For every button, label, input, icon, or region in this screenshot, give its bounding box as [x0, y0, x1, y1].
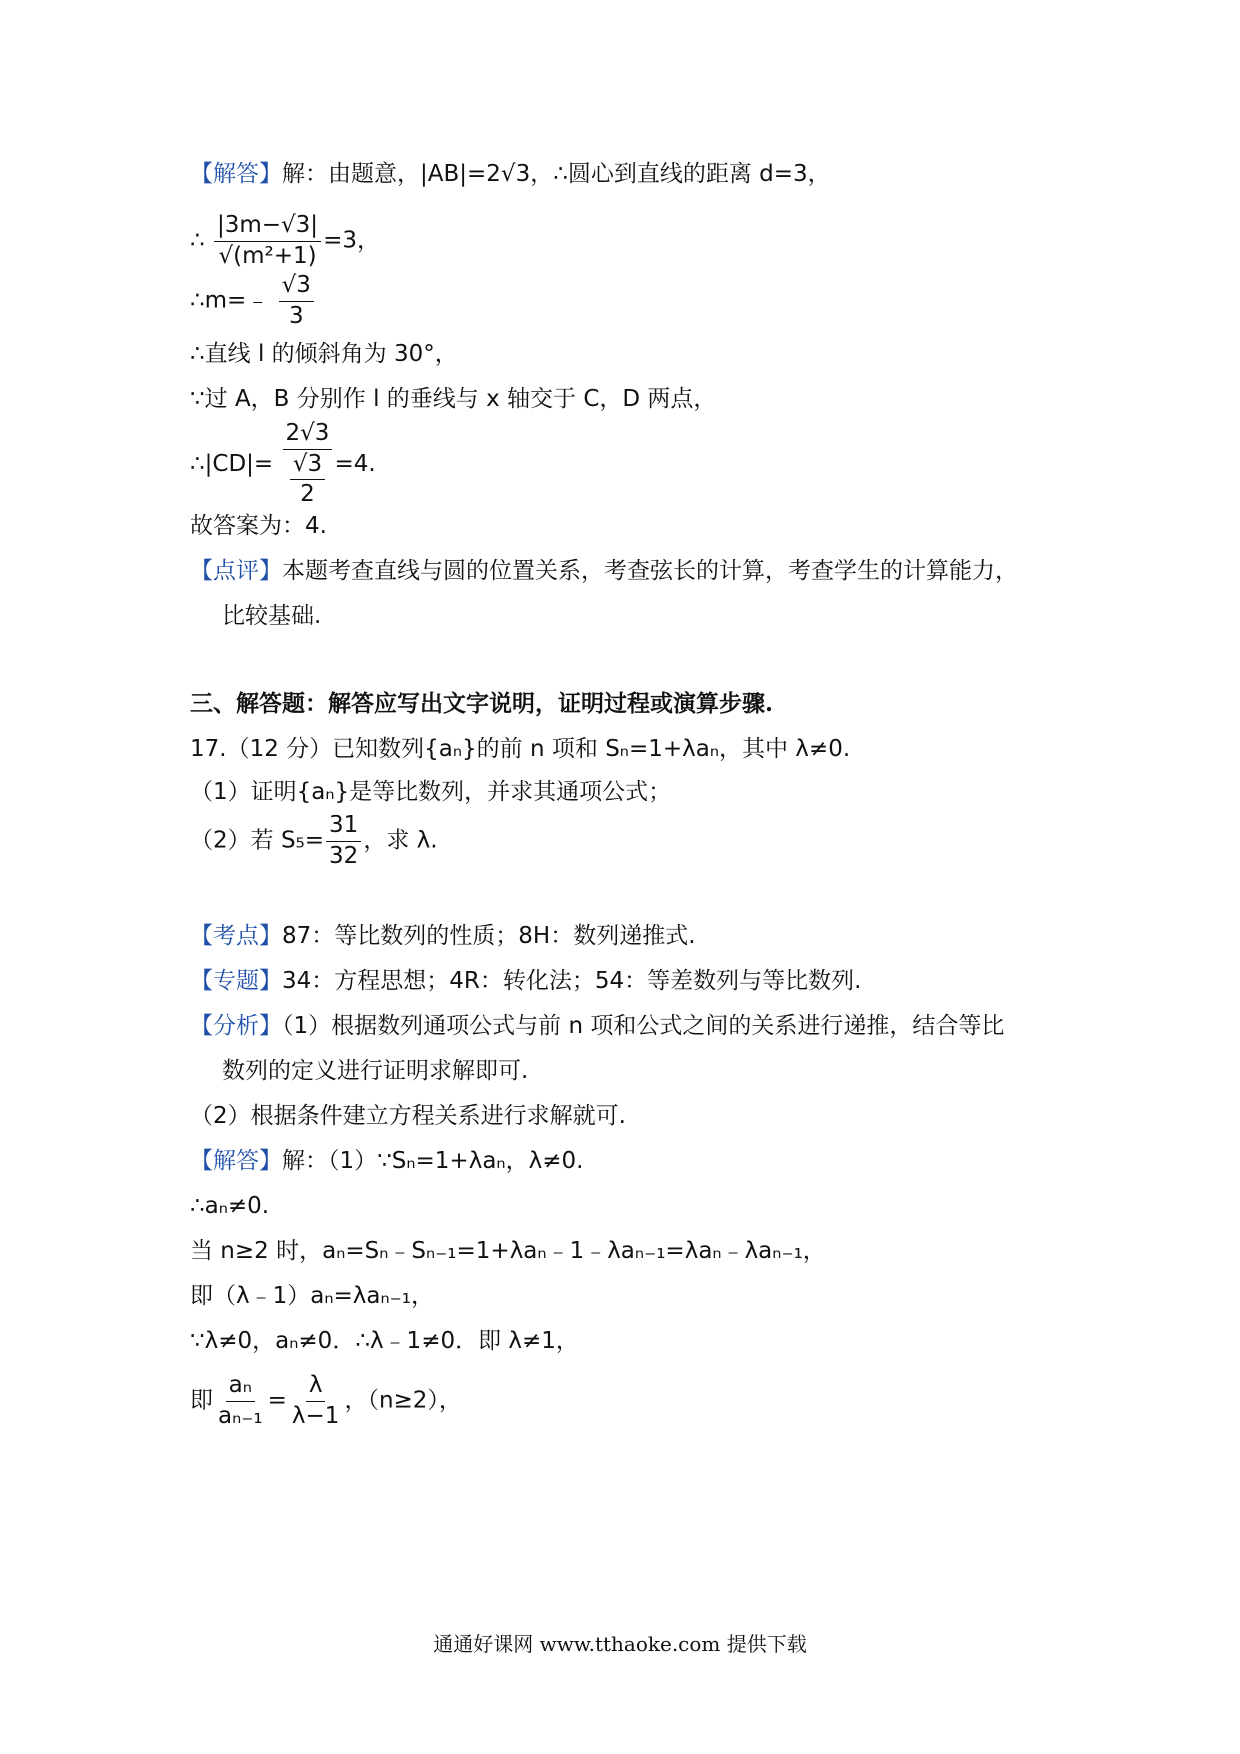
problem-17-stem: 17.（12 分）已知数列{aₙ}的前 n 项和 Sₙ=1+λaₙ，其中 λ≠0. — [190, 736, 851, 762]
equation-lhs: ∴|CD|= — [190, 450, 274, 477]
fraction-denominator: √(m²+1) — [218, 242, 317, 269]
nested-fraction — [290, 451, 325, 509]
answer-tag: 【解答】 — [190, 161, 282, 187]
step-6-suffix: ，（n≥2）， — [344, 1387, 462, 1414]
fenxi-line-2: （2）根据条件建立方程关系进行求解就可. — [190, 1103, 626, 1129]
fraction-distance — [214, 212, 321, 270]
part-2-prefix: （2）若 S₅= — [190, 827, 325, 854]
fraction-denominator: λ−1 — [291, 1402, 340, 1429]
fraction-denominator: 32 — [329, 842, 359, 869]
solution-step-1 — [190, 1147, 583, 1176]
section-heading: 三、解答题：解答应写出文字说明，证明过程或演算步骤. — [190, 690, 774, 717]
fraction-numerator: |3m−√3| — [214, 212, 321, 242]
kaodian-tag: 【考点】 — [190, 923, 282, 949]
page-footer: 通通好课网 www.tthaoke.com 提供下载 — [433, 1632, 807, 1656]
nested-numerator: √3 — [290, 451, 325, 481]
fraction-denominator: 3 — [288, 302, 304, 329]
equation-cd — [190, 420, 376, 509]
fenxi-continuation: 数列的定义进行证明求解即可. — [222, 1058, 529, 1084]
answer-line: 故答案为：4. — [190, 513, 327, 539]
fraction-ratio — [215, 1372, 266, 1430]
problem-17-part-2 — [190, 812, 438, 870]
zhuanti-text: 34：方程思想；4R：转化法；54：等差数列与等比数列. — [282, 968, 862, 994]
solution-step-3: 当 n≥2 时，aₙ=Sₙ﹣Sₙ₋₁=1+λaₙ﹣1﹣λaₙ₋₁=λaₙ﹣λaₙ₋₁， — [190, 1238, 826, 1264]
solution-line-1 — [190, 160, 831, 189]
equation-lhs: ∴m=﹣ — [190, 287, 270, 314]
solution-step-2: ∴aₙ≠0. — [190, 1193, 270, 1219]
fraction-m — [279, 272, 314, 330]
problem-17-part-1: （1）证明{aₙ}是等比数列，并求其通项公式； — [190, 779, 672, 805]
solution-tag: 【解答】 — [190, 1148, 282, 1174]
solution-line-4: ∴直线 l 的倾斜角为 30°， — [190, 341, 458, 367]
fenxi-text-1: （1）根据数列通项公式与前 n 项和公式之间的关系进行递推，结合等比 — [282, 1013, 1005, 1039]
review-tag: 【点评】 — [190, 558, 282, 584]
zhuanti-line — [190, 967, 861, 996]
kaodian-text: 87：等比数列的性质；8H：数列递推式. — [282, 923, 696, 949]
nested-denominator: 2 — [300, 481, 315, 508]
fraction-numerator: 2√3 — [283, 420, 333, 450]
solution-step-6 — [190, 1372, 462, 1430]
fraction-numerator: λ — [306, 1372, 326, 1402]
equals-sign: = — [267, 1387, 287, 1414]
fraction-numerator: √3 — [279, 272, 314, 302]
solution-line-5: ∵过 A，B 分别作 l 的垂线与 x 轴交于 C，D 两点， — [190, 386, 717, 412]
fraction-s5 — [326, 812, 361, 870]
fraction-numerator: 31 — [326, 812, 361, 842]
fenxi-tag: 【分析】 — [190, 1013, 282, 1039]
solution-step-4: 即（λ﹣1）aₙ=λaₙ₋₁， — [190, 1283, 435, 1309]
fraction-lambda — [289, 1372, 343, 1430]
review-line — [190, 557, 1018, 586]
fraction-cd — [283, 420, 333, 509]
fraction-denominator: aₙ₋₁ — [218, 1402, 263, 1429]
fraction-numerator: aₙ — [226, 1372, 255, 1402]
step-6-prefix: 即 — [190, 1387, 213, 1414]
equation-m — [190, 272, 316, 330]
solution-step-1-text: 解：（1）∵Sₙ=1+λaₙ，λ≠0. — [282, 1148, 584, 1174]
fraction-denominator — [285, 450, 330, 509]
solution-text-1: 解：由题意，|AB|=2√3，∴圆心到直线的距离 d=3， — [282, 161, 831, 187]
therefore-symbol: ∴ — [190, 227, 205, 254]
solution-step-5: ∵λ≠0，aₙ≠0．∴λ﹣1≠0．即 λ≠1， — [190, 1328, 579, 1354]
equation-distance — [190, 212, 380, 270]
equation-result: =4. — [334, 450, 376, 477]
review-continuation: 比较基础. — [222, 603, 322, 629]
zhuanti-tag: 【专题】 — [190, 968, 282, 994]
kaodian-line — [190, 922, 696, 951]
equation-result: =3， — [323, 227, 380, 254]
part-2-suffix: ，求 λ. — [363, 827, 438, 854]
fenxi-line-1 — [190, 1012, 1004, 1041]
review-text: 本题考查直线与圆的位置关系，考查弦长的计算，考查学生的计算能力， — [282, 558, 1018, 584]
